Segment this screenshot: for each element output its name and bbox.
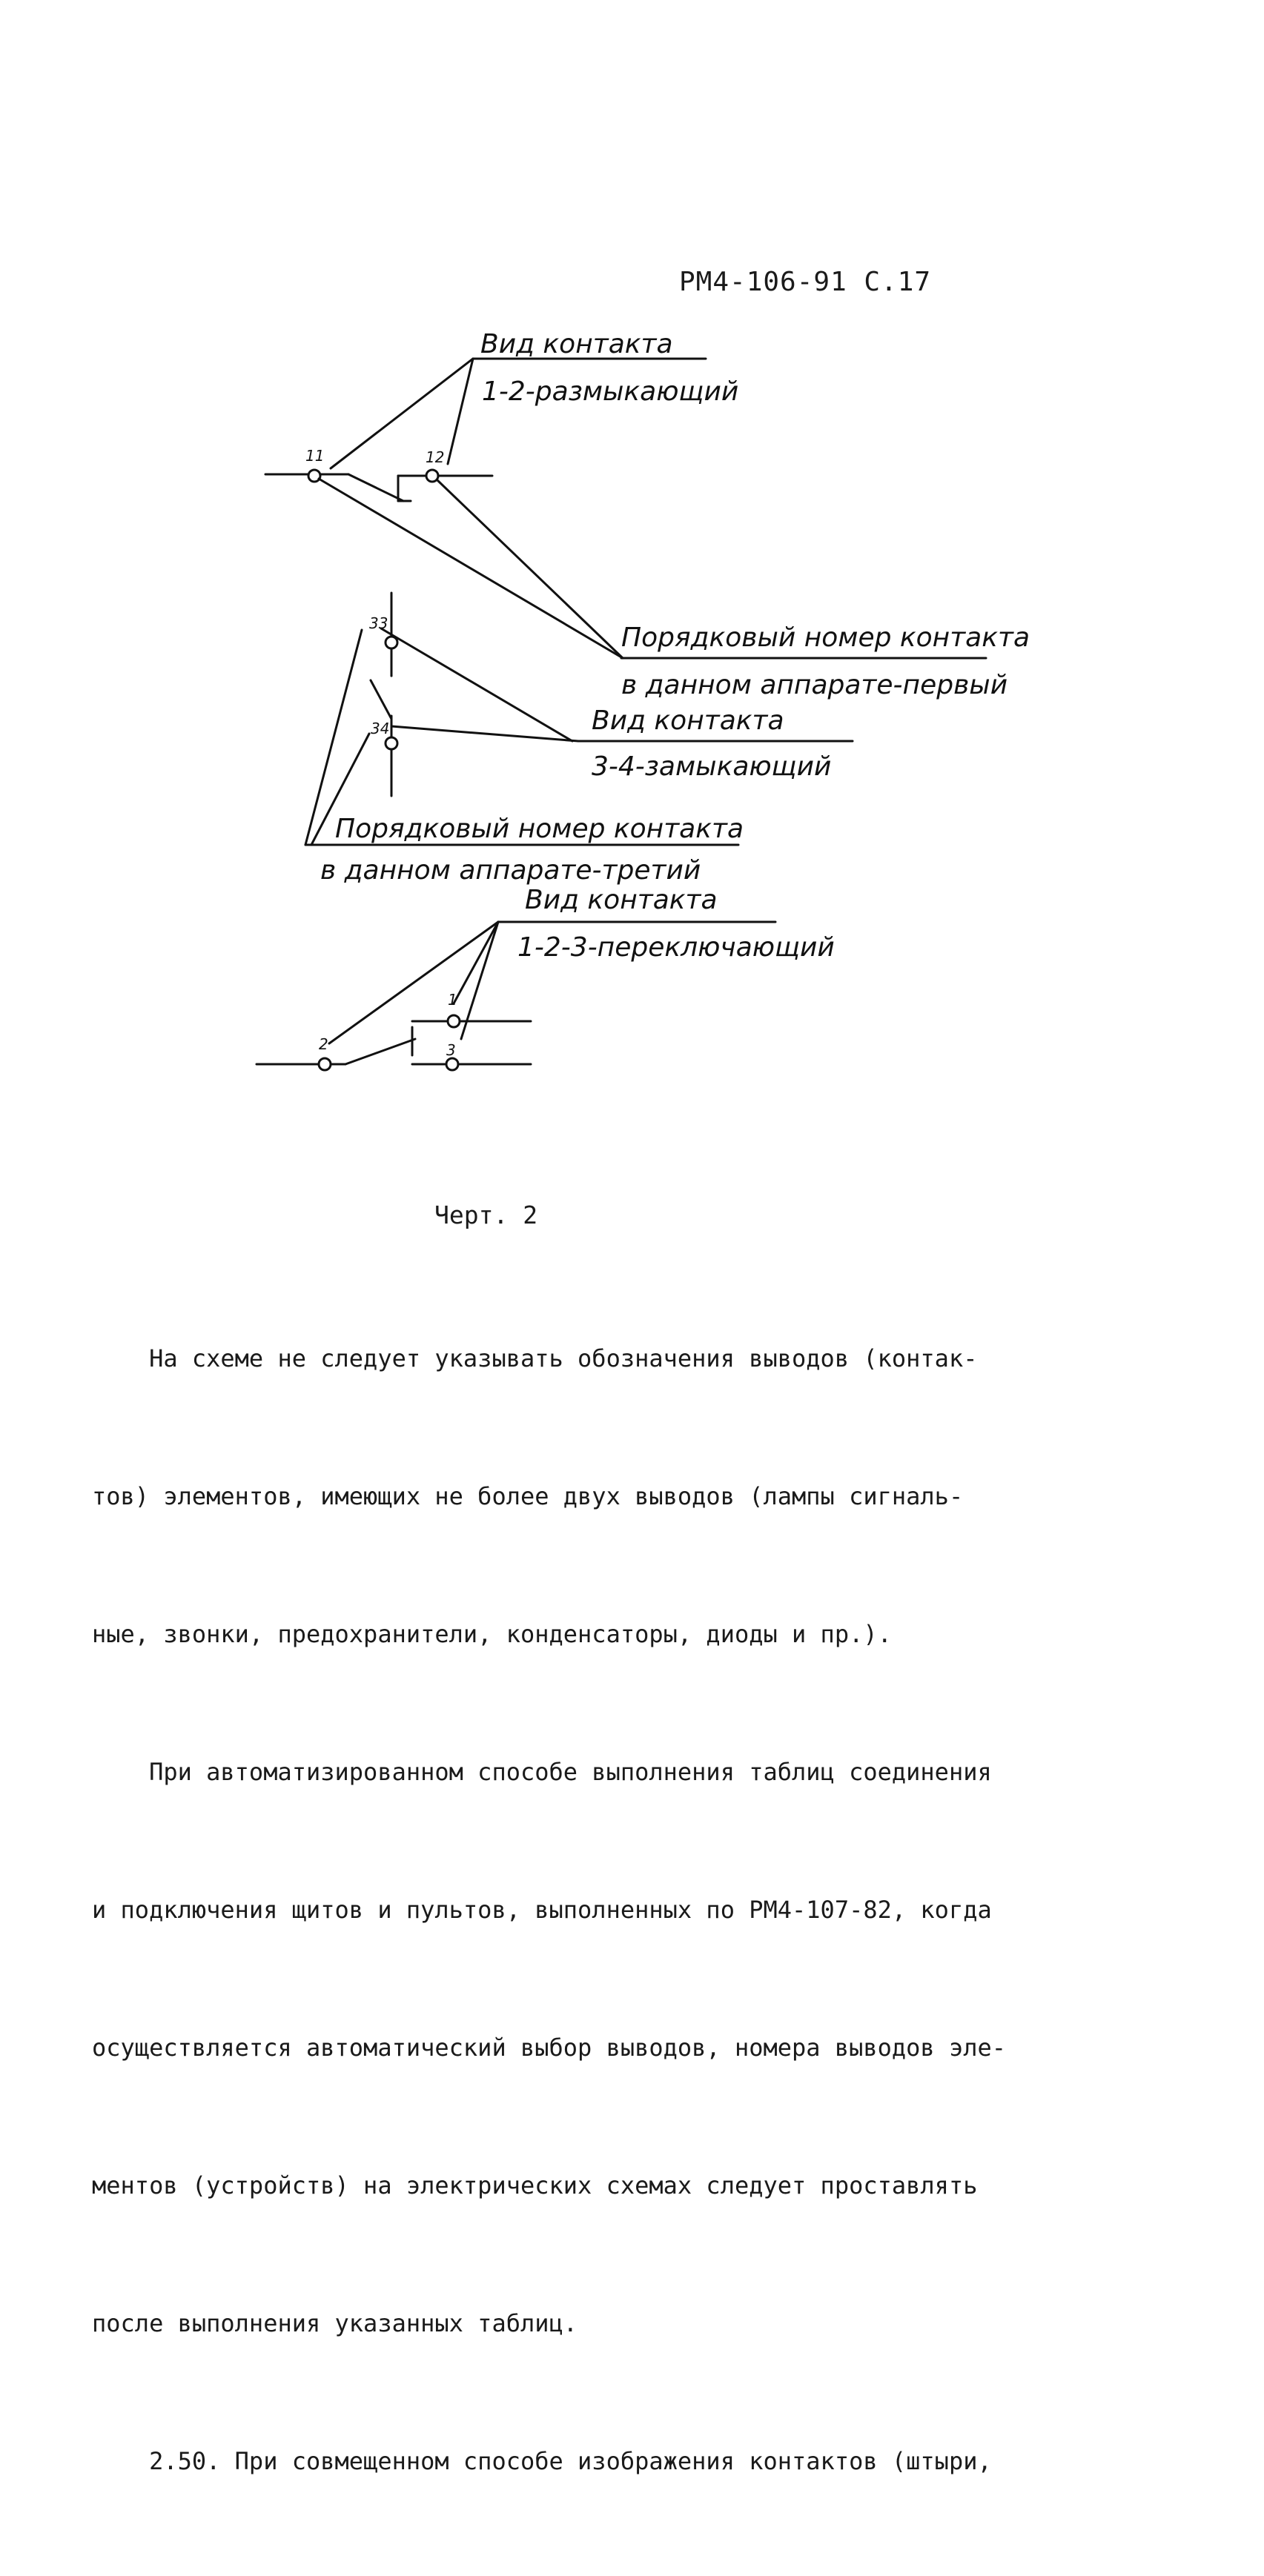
terminal-number: 34	[371, 720, 390, 737]
document-reference: РМ4-106-91 С.17	[679, 267, 932, 297]
contact-designation-diagram	[0, 0, 1264, 1186]
block2-subtitle: 3-4-замыкающий	[592, 751, 832, 782]
terminal-number: 2	[319, 1035, 328, 1053]
block3-subtitle: 1-2-3-переключающий	[517, 932, 835, 963]
body-line: ные, звонки, предохранители, конденсаторы, диоды и пр.).	[92, 1620, 892, 1648]
break-contact-symbol	[265, 470, 492, 501]
block2-order-subtitle: в данном аппарате-третий	[320, 855, 701, 886]
body-line: При автоматизированном способе выполнения таблиц соединения	[92, 1758, 992, 1786]
leader-line	[329, 922, 498, 1043]
terminal-number: 33	[369, 614, 388, 632]
block1-order-title: Порядковый номер контакта	[621, 623, 1030, 653]
block1-title: Вид контакта	[480, 329, 673, 359]
body-line: и подключения щитов и пультов, выполненных по РМ4-107-82, когда	[92, 1896, 992, 1924]
block2-title: Вид контакта	[592, 706, 784, 736]
body-line: ментов (устройств) на электрических схемах следует проставлять	[92, 2171, 978, 2200]
terminal-number: 12	[426, 448, 445, 466]
terminal-number: 3	[446, 1041, 456, 1059]
block2-order-title: Порядковый номер контакта	[335, 814, 744, 844]
body-line: осуществляется автоматический выбор выводов, номера выводов эле-	[92, 2034, 1006, 2062]
terminal-number: 11	[305, 447, 325, 465]
leader-line	[381, 628, 572, 741]
terminal-number: 1	[448, 991, 457, 1009]
body-line: 2.50. При совмещенном способе изображения контактов (штыри,	[92, 2447, 992, 2475]
block3-title: Вид контакта	[525, 885, 718, 915]
body-line: после выполнения указанных таблиц.	[92, 2309, 578, 2337]
changeover-contact-symbol	[257, 1015, 531, 1070]
leader-line	[305, 630, 362, 845]
body-line: На схеме не следует указывать обозначения выводов (контак-	[92, 1344, 978, 1372]
leader-line	[319, 479, 623, 658]
block1-subtitle: 1-2-размыкающий	[482, 376, 739, 407]
body-line: тов) элементов, имеющих не более двух выводов (лампы сигналь-	[92, 1482, 964, 1510]
figure-caption: Черт. 2	[434, 1201, 538, 1229]
body-text	[92, 1244, 1006, 2576]
leader-line	[437, 480, 623, 658]
block1-order-subtitle: в данном аппарате-первый	[621, 670, 1008, 700]
